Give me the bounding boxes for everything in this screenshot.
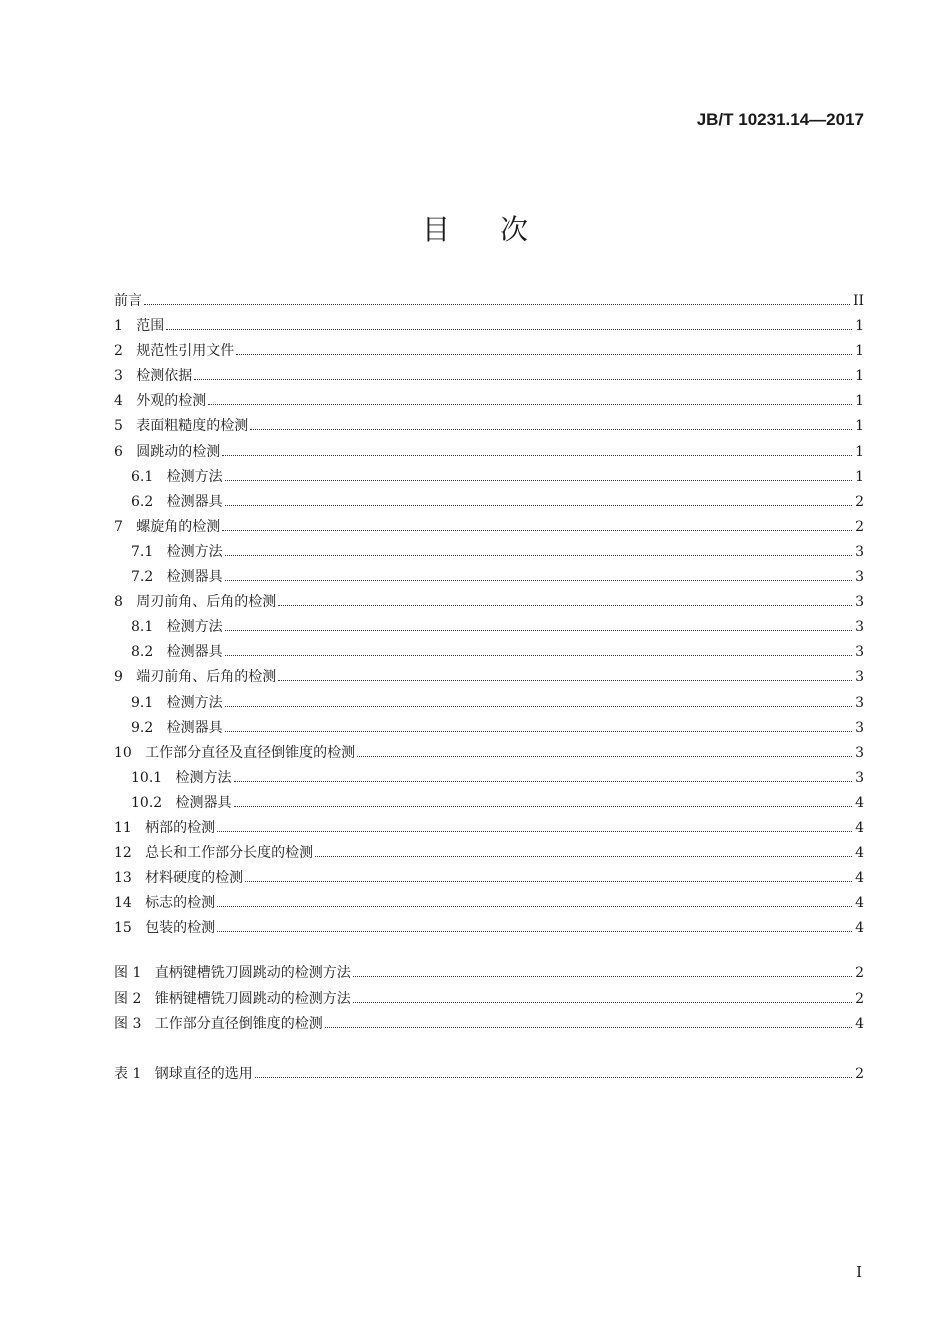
dot-leader: [234, 805, 853, 807]
table-entry[interactable]: [114, 1062, 864, 1087]
toc-sections: [114, 289, 864, 941]
toc-entry[interactable]: [114, 515, 864, 540]
toc-entry-label: 14 标志的检测: [114, 895, 216, 912]
toc-entry-page: 3: [855, 644, 864, 661]
figure-entry-label: 图 3 工作部分直径倒锥度的检测: [114, 1015, 323, 1032]
dot-leader: [225, 629, 852, 631]
dot-leader: [225, 705, 852, 707]
toc-entry-label: 前言: [114, 293, 142, 309]
toc-entry-label: 10 工作部分直径及直径倒锥度的检测: [114, 744, 356, 761]
dot-leader: [225, 504, 852, 506]
toc-entry-label: 1 范围: [114, 318, 165, 335]
toc-entry-page: 4: [855, 794, 864, 811]
toc-entry[interactable]: [114, 816, 864, 841]
toc-entry[interactable]: [114, 766, 864, 791]
dot-leader: [225, 554, 852, 556]
toc-entry[interactable]: [114, 640, 864, 665]
toc-entry-page: 1: [855, 393, 864, 410]
toc-tables: [114, 1062, 864, 1087]
toc-entry-page: 4: [855, 819, 864, 836]
dot-leader: [234, 780, 853, 782]
toc-entry[interactable]: [114, 565, 864, 590]
figure-entry[interactable]: [114, 961, 864, 986]
toc-entry-page: 4: [855, 895, 864, 912]
dot-leader: [278, 679, 852, 681]
toc-entry-page: 4: [855, 870, 864, 887]
toc-entry-label: 9.1 检测方法: [131, 694, 223, 711]
figure-entry[interactable]: [114, 987, 864, 1012]
dot-leader: [144, 303, 850, 305]
toc-entry-page: 4: [855, 845, 864, 862]
dot-leader: [245, 880, 852, 882]
toc-entry[interactable]: [114, 414, 864, 439]
toc-entry-label: 13 材料硬度的检测: [114, 870, 244, 887]
toc-entry-label: 15 包装的检测: [114, 920, 216, 937]
page-title: 目次: [421, 213, 578, 246]
figure-entry-page: 2: [855, 990, 864, 1007]
dot-leader: [194, 378, 852, 380]
toc-entry-label: 12 总长和工作部分长度的检测: [114, 845, 314, 862]
toc-entry[interactable]: [114, 716, 864, 741]
toc-entry-page: 3: [855, 694, 864, 711]
page-number: I: [856, 1263, 862, 1281]
dot-leader: [225, 579, 852, 581]
toc-entry[interactable]: [114, 389, 864, 414]
table-entry-label: 表 1 钢球直径的选用: [114, 1065, 253, 1082]
toc-entry-label: 10.2 检测器具: [131, 794, 232, 811]
toc-entry-label: 6.2 检测器具: [131, 493, 223, 510]
toc-entry-label: 10.1 检测方法: [131, 769, 232, 786]
toc-entry-label: 2 规范性引用文件: [114, 343, 235, 360]
standard-code: JB/T 10231.14—2017: [696, 110, 864, 129]
dot-leader: [222, 529, 852, 531]
table-entry-page: 2: [855, 1065, 864, 1082]
dot-leader: [250, 428, 852, 430]
toc-entry-page: 1: [855, 468, 864, 485]
toc-entry-page: II: [852, 293, 864, 309]
toc-entry-label: 4 外观的检测: [114, 393, 207, 410]
toc-entry[interactable]: [114, 440, 864, 465]
toc-entry-page: 3: [855, 719, 864, 736]
toc-entry[interactable]: [114, 590, 864, 615]
toc-entry-label: 7.2 检测器具: [131, 569, 223, 586]
toc-spacer: [114, 941, 864, 961]
toc-entry-page: 3: [855, 594, 864, 611]
dot-leader: [357, 755, 852, 757]
toc-entry[interactable]: [114, 314, 864, 339]
toc-entry-label: 6.1 检测方法: [131, 468, 223, 485]
toc-entry-page: 1: [855, 368, 864, 385]
toc-entry-page: 2: [855, 518, 864, 535]
toc-entry-label: 9.2 检测器具: [131, 719, 223, 736]
toc-entry[interactable]: [114, 490, 864, 515]
figure-entry-page: 2: [855, 965, 864, 982]
toc-figures: [114, 961, 864, 1036]
toc-entry[interactable]: [114, 891, 864, 916]
toc-entry[interactable]: [114, 289, 864, 314]
toc-entry[interactable]: [114, 916, 864, 941]
toc-entry-page: 3: [855, 744, 864, 761]
dot-leader: [225, 479, 852, 481]
dot-leader: [278, 604, 852, 606]
toc-entry[interactable]: [114, 465, 864, 490]
toc-entry[interactable]: [114, 691, 864, 716]
toc-entry[interactable]: [114, 364, 864, 389]
toc-entry-page: 1: [855, 343, 864, 360]
toc-entry-page: 3: [855, 569, 864, 586]
dot-leader: [225, 730, 852, 732]
figure-entry-page: 4: [855, 1015, 864, 1032]
toc-entry-page: 3: [855, 543, 864, 560]
toc-spacer: [114, 1037, 864, 1062]
toc-entry-page: 3: [855, 669, 864, 686]
dot-leader: [315, 855, 852, 857]
toc-entry[interactable]: [114, 665, 864, 690]
dot-leader: [208, 403, 852, 405]
toc-entry-label: 11 柄部的检测: [114, 819, 216, 836]
toc-entry-page: 2: [855, 493, 864, 510]
toc-entry[interactable]: [114, 615, 864, 640]
dot-leader: [353, 1001, 852, 1003]
dot-leader: [222, 454, 852, 456]
toc-entry-page: 3: [855, 619, 864, 636]
dot-leader: [166, 328, 852, 330]
table-of-contents: [114, 289, 864, 1087]
toc-entry[interactable]: [114, 741, 864, 766]
toc-entry-label: 7 螺旋角的检测: [114, 518, 221, 535]
toc-entry-label: 8 周刃前角、后角的检测: [114, 594, 277, 611]
toc-entry-page: 4: [855, 920, 864, 937]
toc-entry-label: 8.1 检测方法: [131, 619, 223, 636]
toc-entry-label: 5 表面粗糙度的检测: [114, 418, 249, 435]
toc-entry-label: 9 端刃前角、后角的检测: [114, 669, 277, 686]
toc-entry[interactable]: [114, 339, 864, 364]
toc-entry-label: 8.2 检测器具: [131, 644, 223, 661]
figure-entry-label: 图 2 锥柄键槽铣刀圆跳动的检测方法: [114, 990, 351, 1007]
dot-leader: [353, 975, 852, 977]
toc-entry-label: 7.1 检测方法: [131, 543, 223, 560]
toc-entry[interactable]: [114, 540, 864, 565]
dot-leader: [325, 1026, 852, 1028]
dot-leader: [236, 353, 852, 355]
toc-entry-page: 1: [855, 318, 864, 335]
toc-entry-label: 6 圆跳动的检测: [114, 443, 221, 460]
dot-leader: [217, 830, 852, 832]
dot-leader: [217, 905, 852, 907]
dot-leader: [225, 654, 852, 656]
toc-entry[interactable]: [114, 791, 864, 816]
figure-entry-label: 图 1 直柄键槽铣刀圆跳动的检测方法: [114, 965, 351, 982]
toc-entry-page: 1: [855, 418, 864, 435]
toc-entry-page: 1: [855, 443, 864, 460]
figure-entry[interactable]: [114, 1012, 864, 1037]
toc-entry-label: 3 检测依据: [114, 368, 193, 385]
toc-entry[interactable]: [114, 841, 864, 866]
dot-leader: [217, 930, 852, 932]
dot-leader: [255, 1076, 852, 1078]
toc-entry-page: 3: [855, 769, 864, 786]
toc-entry[interactable]: [114, 866, 864, 891]
